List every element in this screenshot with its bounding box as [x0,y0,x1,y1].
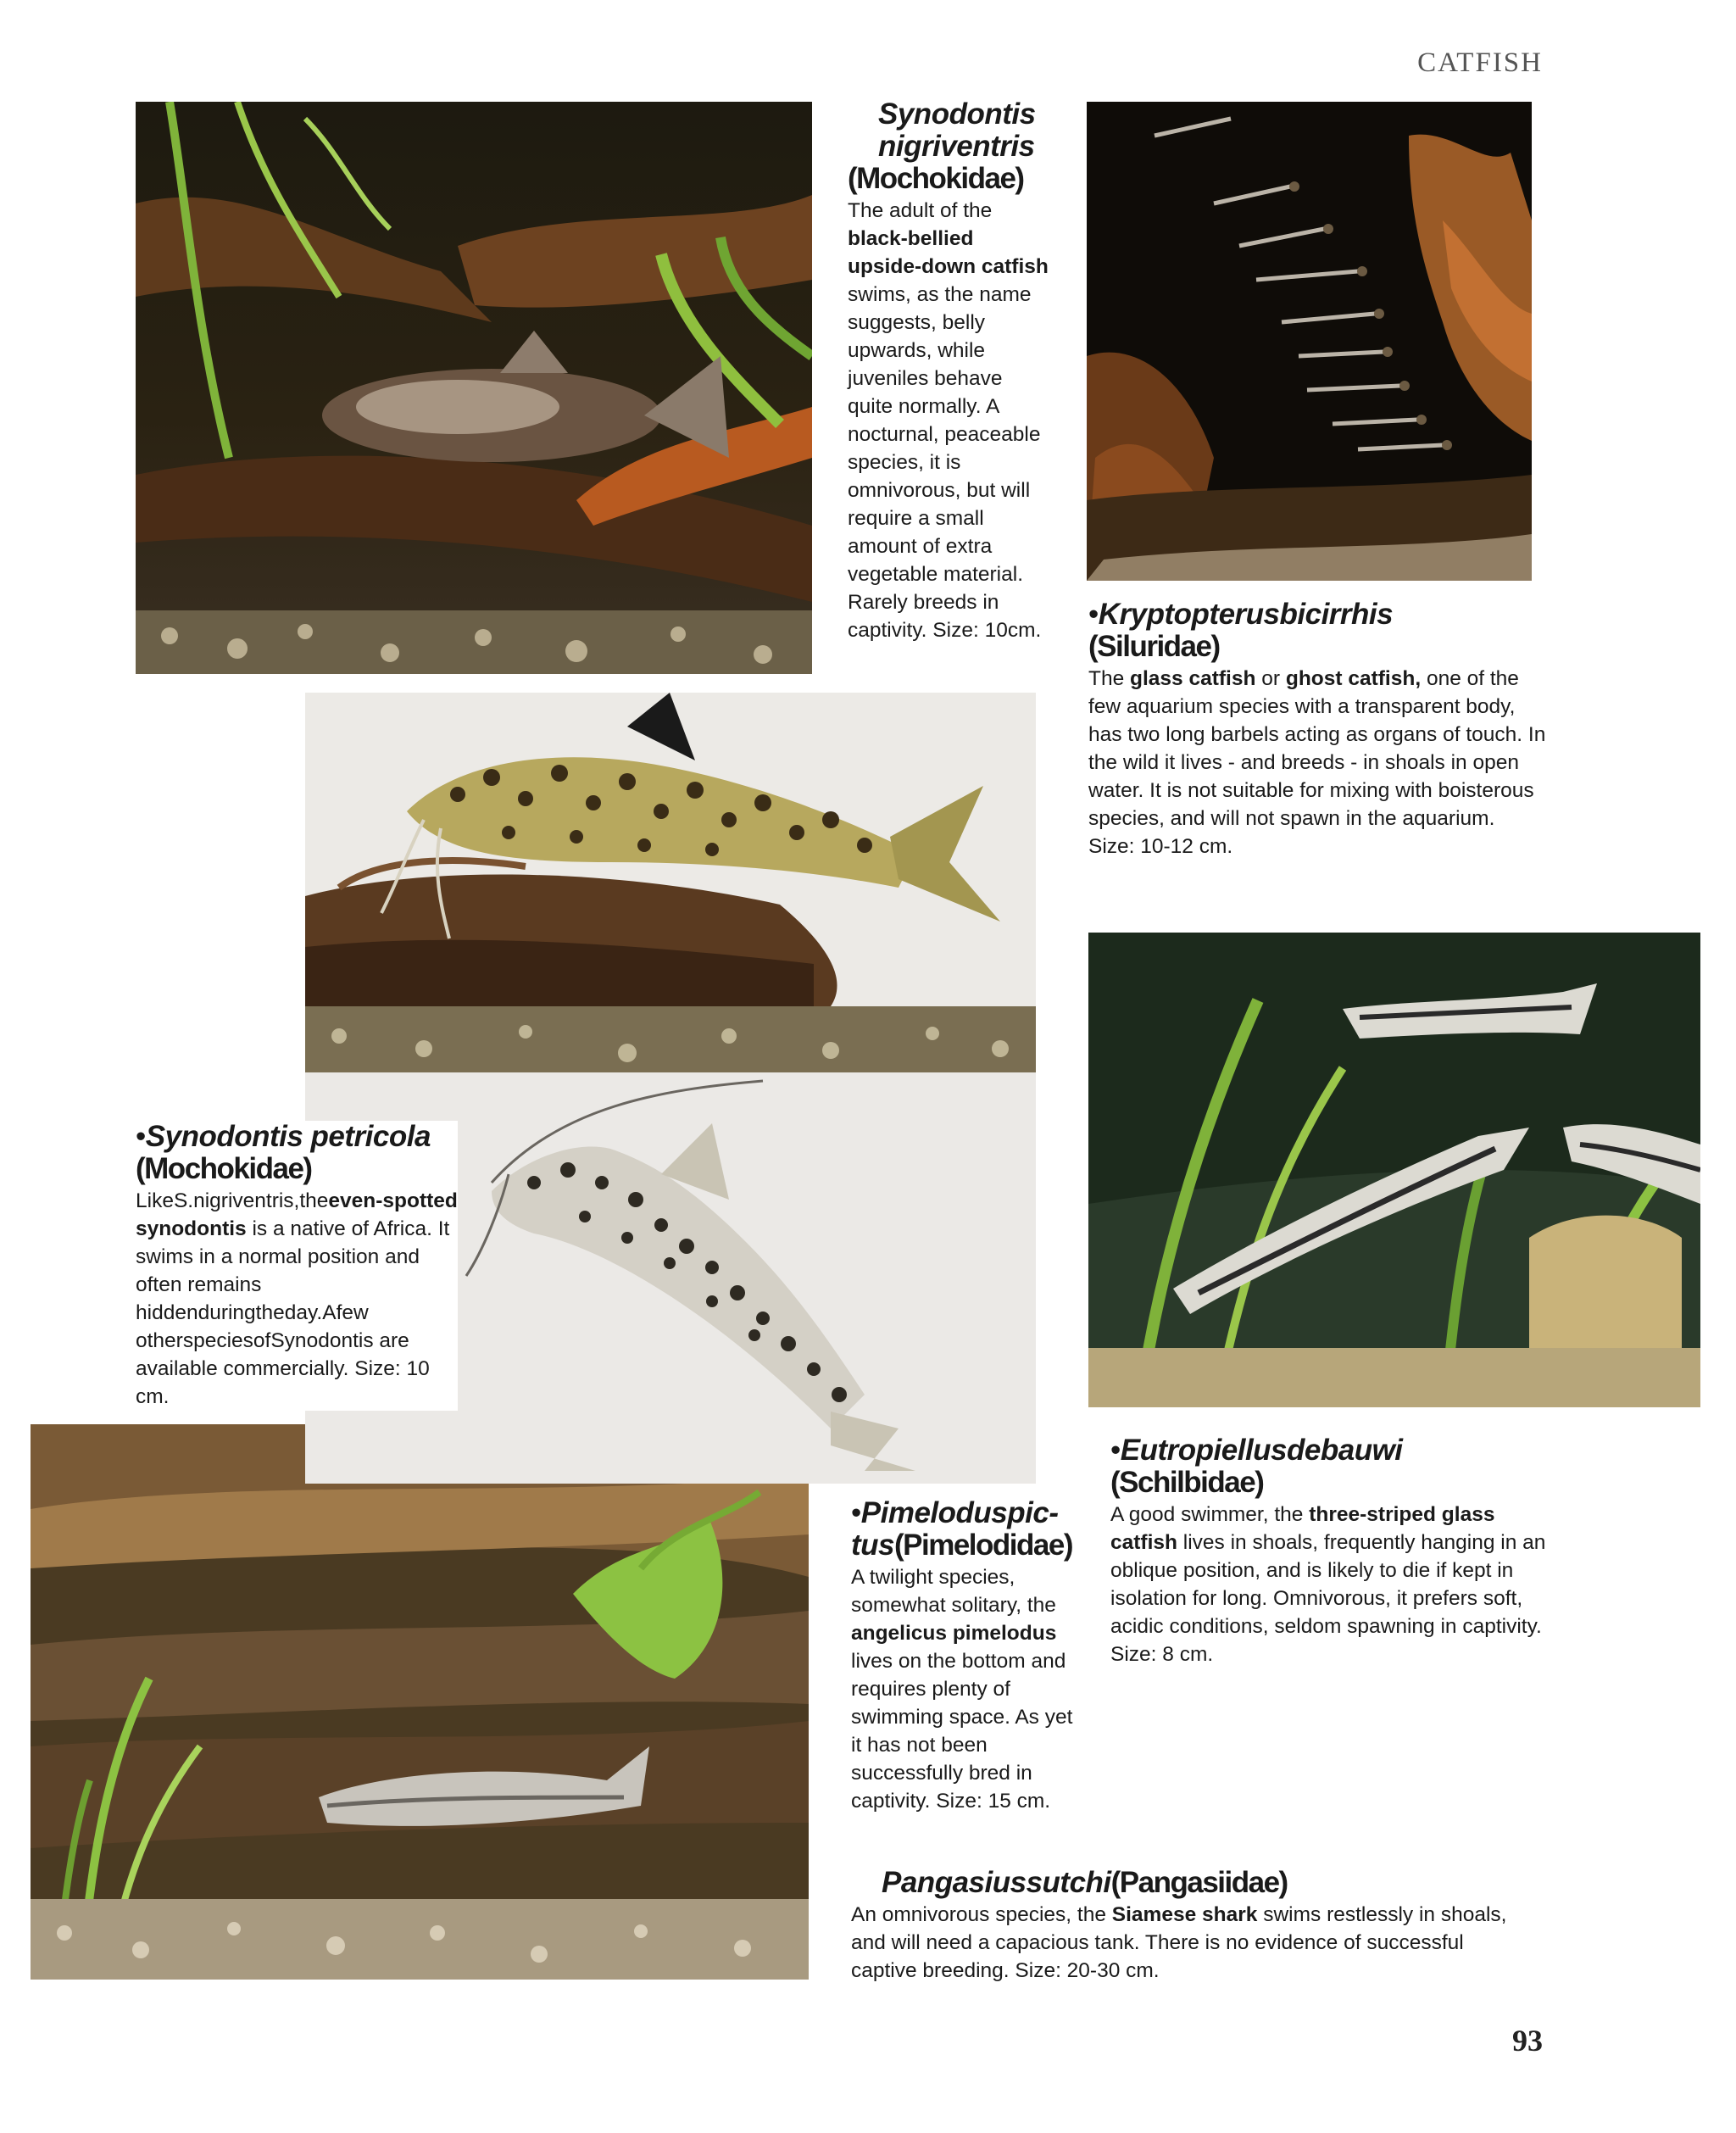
caption-pangasius-sutchi [851,1867,1512,1985]
caption-synodontis-petricola [136,1121,458,1411]
caption-text: lives on the bottom and requires plenty of swimming space. As yet it has not been successfully bred in captivity. Size: 15 cm. [851,1650,1073,1813]
common-name: glass catfish [1130,667,1256,690]
caption-text: one of the few aquarium species with a transparent body, has two long barbels acting as organs of touch. In the wild it lives - and breeds - in shoals in open water. It is not suitable for mixing with boisterous species, and will not spawn in the aquarium. Size: 10-12 cm. [1088,667,1546,858]
caption-body [1110,1501,1551,1668]
common-name: angelicus pimelodus [851,1622,1057,1645]
caption-synodontis-nigriventris [848,98,1051,644]
scientific-name: Kryptopterusbicirrhis [1098,598,1394,631]
scientific-name: Pimeloduspic-tus [851,1496,1059,1562]
caption-eutropiellus-debauwi [1110,1434,1551,1668]
caption-body [851,1563,1084,1815]
caption-text: swims, as the name suggests, belly upwards, while juveniles behave quite normally. A nocturnal, peaceable species, it is omnivorous, but will require a small amount of extra vegetable material. Rarely breeds in captivity. Size: 10cm. [848,283,1042,642]
scientific-name: Eutropiellusdebauwi [1120,1434,1403,1467]
caption-kryptopterus-bicirrhis [1088,599,1546,860]
caption-title [848,98,1051,163]
caption-pimelodus-pictus [851,1497,1084,1815]
caption-title: •Kryptopterusbicirrhis [1088,598,1394,631]
caption-title [851,1867,1512,1899]
caption-body [1088,665,1546,860]
family-name: (Pimelodidae) [894,1529,1072,1562]
caption-text: is a native of Africa. It swims in a normal position and often remains hiddenduringtheday.Afew otherspeciesofSynodontis are available commercially. Size: 10 cm. [136,1217,450,1408]
caption-title: •Synodontis petricola [136,1120,431,1153]
caption-text: A good swimmer, the [1110,1503,1310,1526]
common-name: Siamese shark [1111,1903,1258,1926]
family-name: (Pangasiidae) [1110,1866,1288,1899]
caption-text: The [1088,667,1131,690]
photo-kryptopterus-bicirrhis [1087,102,1532,581]
family-name: (Mochokidae) [848,162,1024,195]
caption-body [851,1901,1512,1985]
common-name: even-spotted synodontis [136,1189,458,1240]
caption-text: The adult of the [848,199,993,222]
caption-text: swims restlessly in shoals, and will need a capacious tank. There is no evidence of successful captive breeding. Size: 20-30 cm. [851,1903,1507,1982]
running-head: CATFISH [1417,47,1543,78]
photo-pangasius-sutchi [31,1424,809,1980]
caption-body [136,1187,458,1411]
common-name: three-striped glass catfish [1110,1503,1495,1554]
caption-text: An omnivorous species, the [851,1903,1112,1926]
photo-synodontis-nigriventris [136,102,812,674]
family-name: (Siluridae) [1088,630,1220,663]
scientific-name: Synodontis nigriventris [878,97,1036,163]
family-name: (Mochokidae) [136,1152,312,1185]
common-name: ghost catfish, [1285,667,1422,690]
common-name: black-bellied upside-down catfish [848,227,1049,278]
photo-synodontis-petricola [305,693,1036,1072]
caption-body [848,197,1051,644]
caption-text: or [1255,667,1286,690]
caption-title: •Pimeloduspic-tus(Pimelodidae) [851,1496,1072,1562]
caption-text: A twilight species, somewhat solitary, the [851,1566,1056,1617]
caption-text: lives in shoals, frequently hanging in an oblique position, and is likely to die if kept in isolation for long. Omnivorous, it prefers soft, acidic conditions, seldom spawning in captivity. Size: 8 cm. [1110,1531,1546,1666]
photo-eutropiellus-debauwi [1088,933,1700,1407]
caption-text: LikeS.nigriventris,the [136,1189,329,1212]
page-number: 93 [1512,2024,1543,2058]
family-name: (Schilbidae) [1110,1466,1264,1499]
scientific-name: Synodontis petricola [145,1120,431,1153]
caption-title: •Eutropiellusdebauwi [1110,1434,1403,1467]
scientific-name: Pangasiussutchi [882,1866,1111,1899]
